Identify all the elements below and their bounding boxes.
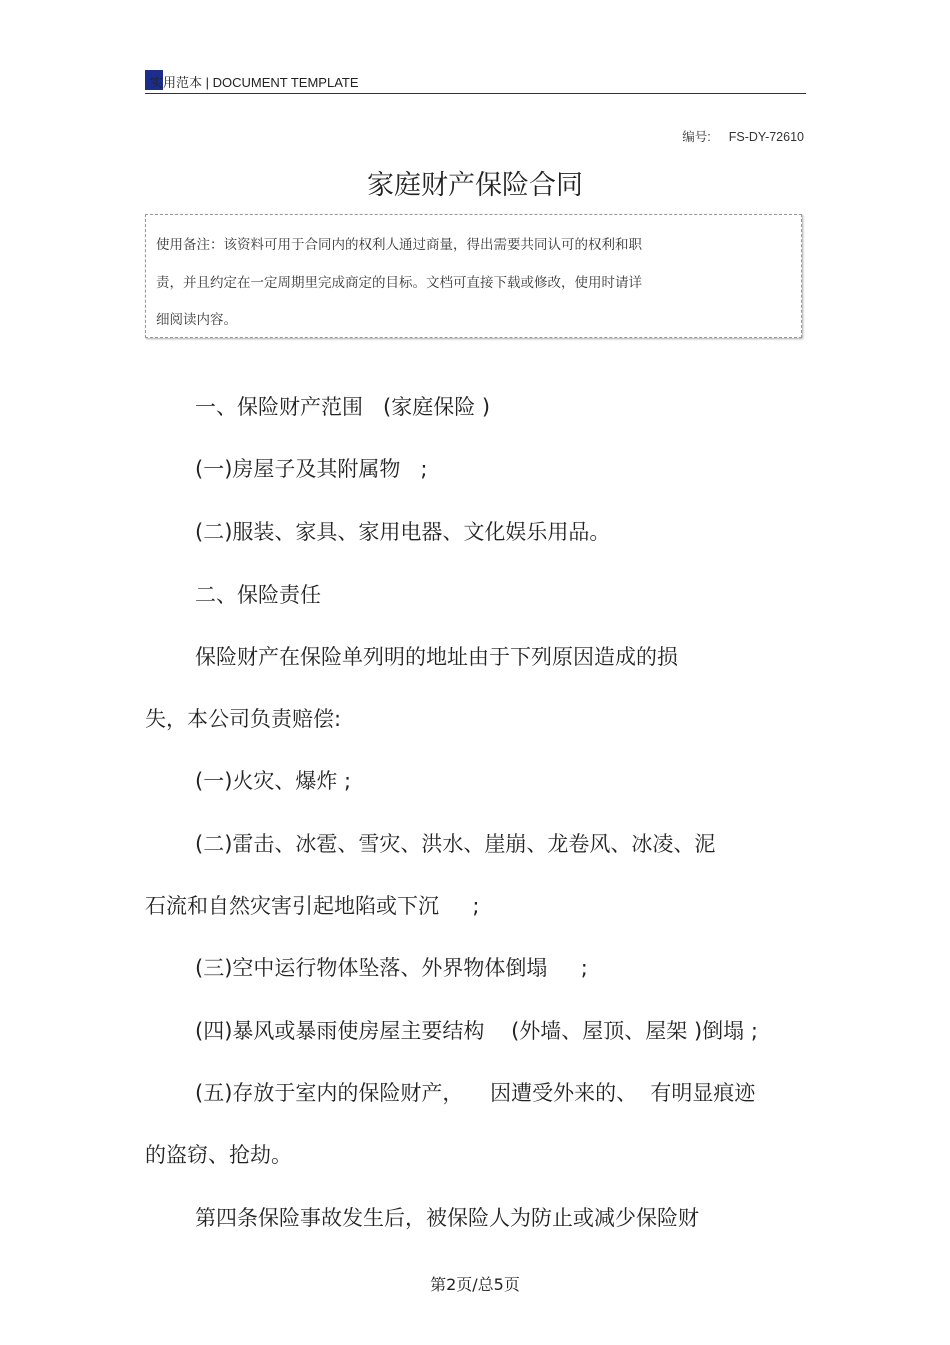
- body-line: (四)暴风或暴雨使房屋主要结构 (外墙、屋顶、屋架 )倒塌 ;: [195, 1019, 758, 1043]
- body-line: (三)空中运行物体坠落、外界物体倒塌 ;: [195, 956, 588, 980]
- body-line: 第四条保险事故发生后，被保险人为防止或减少保险财: [195, 1206, 699, 1230]
- document-title: 家庭财产保险合同: [367, 170, 583, 201]
- page-header: [145, 68, 806, 94]
- body-line: 保险财产在保险单列明的地址由于下列原因造成的损: [195, 645, 678, 669]
- body-line: (一)火灾、爆炸 ;: [195, 769, 352, 793]
- notice-line: 使用备注：该资料可用于合同内的权利人通过商量，得出需要共同认可的权利和职: [156, 237, 642, 253]
- notice-line: 责，并且约定在一定周期里完成商定的目标。文档可直接下载或修改，使用时请详: [156, 275, 642, 291]
- document-number-value: FS-DY-72610: [728, 130, 804, 144]
- body-line: 失，本公司负责赔偿:: [145, 707, 342, 731]
- document-number: [682, 127, 804, 145]
- body-line: 石流和自然灾害引起地陷或下沉 ;: [145, 894, 480, 918]
- body-line: (五)存放于室内的保险财产， 因遭受外来的、 有明显痕迹: [195, 1081, 756, 1105]
- usage-notice-box: [145, 214, 802, 338]
- body-line: (二)雷击、冰雹、雪灾、洪水、崖崩、龙卷风、冰凌、泥: [195, 832, 716, 856]
- body-line: 一、保险财产范围 (家庭保险 ): [195, 395, 491, 419]
- body-line: 二、保险责任: [195, 583, 321, 607]
- page-footer: 第2页/总5页: [430, 1275, 520, 1294]
- body-line: (一)房屋子及其附属物 ;: [195, 457, 428, 481]
- body-line: 的盗窃、抢劫。: [145, 1143, 292, 1167]
- body-line: (二)服装、家具、家用电器、文化娱乐用品。: [195, 520, 611, 544]
- header-label: 实用范本 | DOCUMENT TEMPLATE: [150, 75, 359, 90]
- document-number-label: 编号:: [682, 130, 711, 144]
- notice-line: 细阅读内容。: [156, 312, 237, 328]
